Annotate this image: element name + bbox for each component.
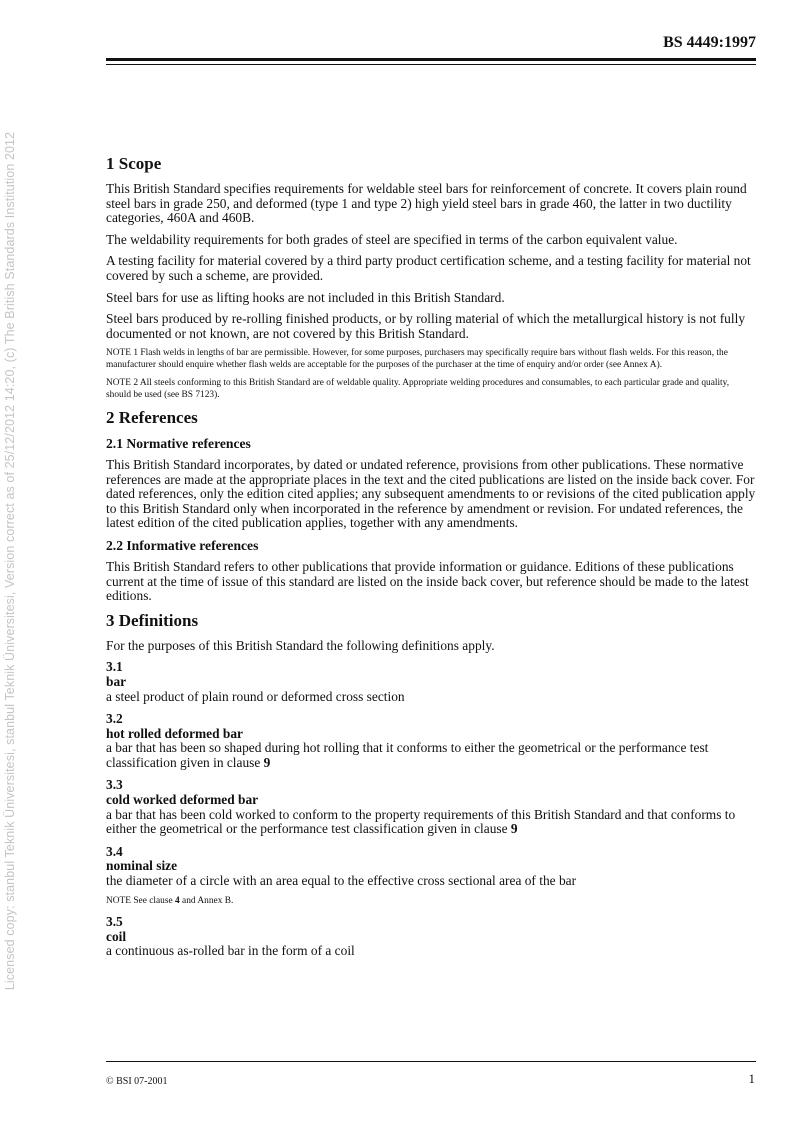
definition-note <box>106 896 756 907</box>
definition-text: a continuous as-rolled bar in the form of a coil <box>106 943 355 959</box>
note-suffix: and Annex B. <box>179 895 234 906</box>
definition-number: 3.4 <box>106 843 123 859</box>
scope-paragraph: Steel bars for use as lifting hooks are not included in this British Standard. <box>106 289 505 305</box>
scope-paragraph: This British Standard specifies requirements for weldable steel bars for reinforcement of concrete. It covers plain round steel bars in grade 250, and deformed (type 1 and type 2) high yield steel bars in grade 460, the latter in two ductility categories, 460A and 460B. <box>106 181 747 226</box>
definition-bar <box>106 660 756 704</box>
definition-term: hot rolled deformed bar <box>106 725 243 741</box>
scope-paragraph: A testing facility for material covered by a third party product certification scheme, and a testing facility for material not covered by such a scheme, are provided. <box>106 253 751 283</box>
clause-reference: 9 <box>510 821 518 837</box>
note-clause-reference: 4 <box>175 895 180 906</box>
definition-term: nominal size <box>106 858 178 874</box>
header-rule-thick <box>106 58 756 61</box>
clause-reference: 9 <box>263 754 271 770</box>
definition-text-body: a bar that has been so shaped during hot rolling that it conforms to either the geometrical or the performance test classification given in clause <box>106 740 709 770</box>
definition-text: the diameter of a circle with an area equal to the effective cross sectional area of the bar <box>106 873 577 889</box>
informative-references-text: This British Standard refers to other publications that provide information or guidance. Editions of these publications current at the time of issue of this standard are listed on the inside back cover, but reference should be made to the latest editions. <box>106 558 749 604</box>
definition-cold-worked-deformed-bar <box>106 778 756 836</box>
definition-text <box>106 808 756 837</box>
informative-references-title: 2.2 Informative references <box>106 537 259 553</box>
normative-references-text: This British Standard incorporates, by dated or undated reference, provisions from other publications. These normative references are made at the appropriate places in the text and the cited publications are listed on the inside back cover. For dated references, only the edition cited applies; any subsequent amendments to or revisions of the cited publication apply to this British Standard only when incorporated in the reference by amendment or revision. For undated references, the latest edition of the cited publication applies, together with any amendments. <box>106 456 756 531</box>
definition-number: 3.3 <box>106 777 123 793</box>
section-2-title: 2 References <box>106 407 198 427</box>
scope-paragraph: The weldability requirements for both grades of steel are specified in terms of the carbon equivalent value. <box>106 231 678 247</box>
definition-hot-rolled-deformed-bar <box>106 712 756 770</box>
page-number: 1 <box>748 1071 755 1086</box>
scope-note-2: NOTE 2 All steels conforming to this British Standard are of weldable quality. Appropriate welding procedures and consumables, to each particular grade and quality, should be used (see BS 7123). <box>106 378 730 400</box>
note-prefix: NOTE See clause <box>106 895 175 906</box>
watermark-text: Licensed copy: stanbul Teknik Üniversitesi, stanbul Teknik Üniversitesi, Version correct as of 25/12/2012 14:20, (c) The British Standards Institution 2012 <box>3 131 17 991</box>
document-code: BS 4449:1997 <box>663 34 756 51</box>
definitions-intro: For the purposes of this British Standard the following definitions apply. <box>106 637 495 653</box>
definition-text <box>106 741 756 770</box>
licensed-copy-watermark <box>0 0 20 1122</box>
definition-number: 3.5 <box>106 914 123 930</box>
definition-number: 3.1 <box>106 659 123 675</box>
scope-note-1: NOTE 1 Flash welds in lengths of bar are permissible. However, for some purposes, purchasers may specifically require bars without flash welds. For this reason, the manufacturer should enquire whether flash welds are acceptable for the purposes of the purchaser at the time of enquiry and/or order (see Annex A). <box>106 348 728 370</box>
definition-term: bar <box>106 673 127 689</box>
copyright-notice: © BSI 07-2001 <box>106 1076 168 1087</box>
footer-rule <box>106 1061 756 1062</box>
definition-nominal-size <box>106 845 756 907</box>
section-3-title: 3 Definitions <box>106 610 199 630</box>
definition-term: cold worked deformed bar <box>106 792 259 808</box>
definition-number: 3.2 <box>106 711 123 727</box>
section-1-title: 1 Scope <box>106 154 162 173</box>
definition-text-body: a bar that has been cold worked to conform to the property requirements of this British Standard and that conforms to either the geometrical or the performance test classification given in clause <box>106 806 736 837</box>
definition-text: a steel product of plain round or deformed cross section <box>106 688 405 704</box>
scope-paragraph: Steel bars produced by re-rolling finished products, or by rolling material of which the metallurgical history is not fully documented or not known, are not covered by this British Standard. <box>106 311 746 341</box>
header-rule-thin <box>106 64 756 65</box>
page-content <box>106 154 756 967</box>
definition-coil <box>106 915 756 959</box>
definition-term: coil <box>106 928 127 944</box>
normative-references-title: 2.1 Normative references <box>106 435 251 451</box>
